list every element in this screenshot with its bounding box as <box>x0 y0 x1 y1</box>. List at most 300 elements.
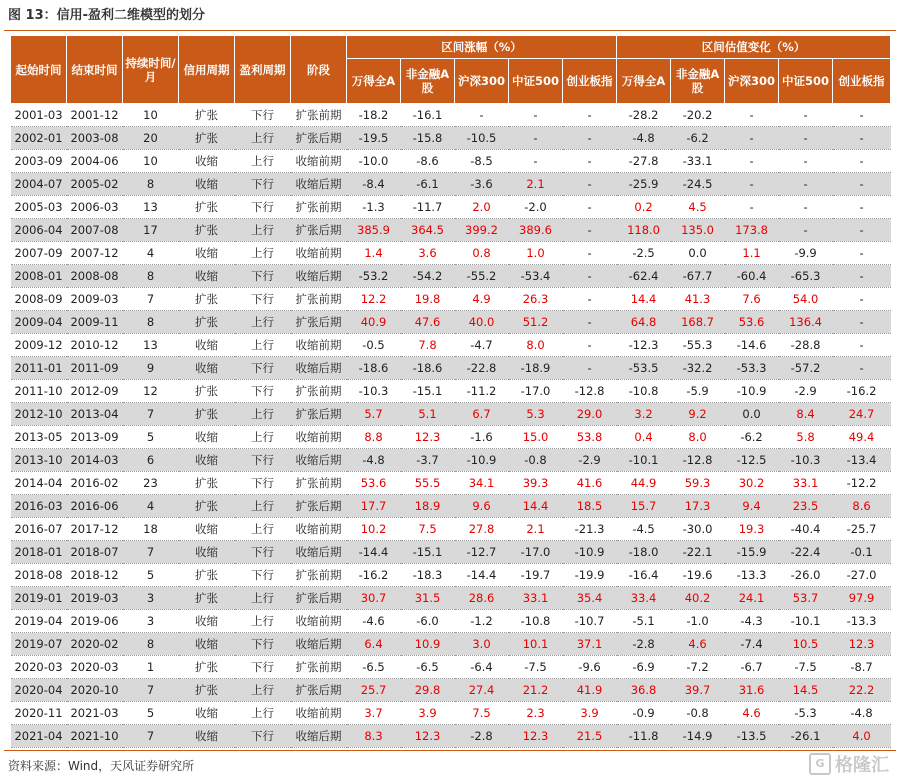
subheader-cell: 中证500 <box>779 59 833 104</box>
table-cell: 19.3 <box>725 518 779 541</box>
table-cell: - <box>833 288 891 311</box>
table-cell: 40.0 <box>455 311 509 334</box>
table-cell: - <box>833 173 891 196</box>
table-cell: -6.5 <box>347 656 401 679</box>
table-cell: 下行 <box>235 725 291 748</box>
table-cell: 下行 <box>235 380 291 403</box>
table-cell: 10.2 <box>347 518 401 541</box>
table-cell: -2.0 <box>509 196 563 219</box>
table-cell: 2011-01 <box>11 357 67 380</box>
table-cell: 4 <box>123 242 179 265</box>
table-cell: -4.7 <box>455 334 509 357</box>
table-cell: 2020-03 <box>11 656 67 679</box>
table-cell: -10.7 <box>563 610 617 633</box>
table-cell: 0.0 <box>725 403 779 426</box>
table-cell: 17.3 <box>671 495 725 518</box>
table-cell: 8.8 <box>347 426 401 449</box>
table-row <box>11 679 891 702</box>
table-cell: -6.0 <box>401 610 455 633</box>
table-cell: 49.4 <box>833 426 891 449</box>
table-cell: -6.2 <box>725 426 779 449</box>
table-cell: 27.8 <box>455 518 509 541</box>
table-cell: 2020-02 <box>67 633 123 656</box>
table-cell: 10.9 <box>401 633 455 656</box>
table-cell: 2005-02 <box>67 173 123 196</box>
table-cell: 30.2 <box>725 472 779 495</box>
table-cell: 39.7 <box>671 679 725 702</box>
table-cell: 2009-11 <box>67 311 123 334</box>
table-cell: 5 <box>123 702 179 725</box>
table-cell: -54.2 <box>401 265 455 288</box>
table-cell: 41.9 <box>563 679 617 702</box>
table-cell: -5.3 <box>779 702 833 725</box>
table-cell: 12.2 <box>347 288 401 311</box>
table-cell: 上行 <box>235 334 291 357</box>
table-cell: -6.5 <box>401 656 455 679</box>
table-cell: 扩张 <box>179 656 235 679</box>
subheader-cell: 万得全A <box>347 59 401 104</box>
table-cell: -13.5 <box>725 725 779 748</box>
table-cell: 扩张 <box>179 380 235 403</box>
table-cell: 收缩 <box>179 610 235 633</box>
table-cell: 扩张前期 <box>291 104 347 127</box>
table-cell: -15.1 <box>401 541 455 564</box>
table-cell: -0.1 <box>833 541 891 564</box>
table-cell: 上行 <box>235 679 291 702</box>
table-cell: 2012-09 <box>67 380 123 403</box>
table-cell: -10.8 <box>617 380 671 403</box>
table-cell: 2.1 <box>509 173 563 196</box>
table-cell: -16.1 <box>401 104 455 127</box>
table-cell: 4 <box>123 495 179 518</box>
table-cell: - <box>563 150 617 173</box>
table-row <box>11 702 891 725</box>
table-cell: - <box>563 173 617 196</box>
table-cell: 2011-10 <box>11 380 67 403</box>
table-cell: -32.2 <box>671 357 725 380</box>
table-cell: -6.4 <box>455 656 509 679</box>
table-cell: -1.3 <box>347 196 401 219</box>
table-cell: -0.9 <box>617 702 671 725</box>
table-cell: 2012-10 <box>11 403 67 426</box>
table-cell: 2011-09 <box>67 357 123 380</box>
table-cell: -10.1 <box>617 449 671 472</box>
table-cell: - <box>563 265 617 288</box>
table-cell: 2020-11 <box>11 702 67 725</box>
table-cell: 12.3 <box>509 725 563 748</box>
table-cell: - <box>833 311 891 334</box>
table-cell: -18.2 <box>347 104 401 127</box>
subheader-cell: 沪深300 <box>455 59 509 104</box>
table-cell: -14.4 <box>347 541 401 564</box>
table-cell: 0.8 <box>455 242 509 265</box>
table-cell: -6.1 <box>401 173 455 196</box>
table-cell: 收缩 <box>179 265 235 288</box>
table-cell: 29.0 <box>563 403 617 426</box>
table-cell: 7 <box>123 541 179 564</box>
table-cell: -10.9 <box>455 449 509 472</box>
table-cell: 下行 <box>235 265 291 288</box>
table-cell: 8.0 <box>509 334 563 357</box>
table-cell: 2018-01 <box>11 541 67 564</box>
table-cell: 18 <box>123 518 179 541</box>
table-cell: 上行 <box>235 587 291 610</box>
table-cell: 2020-10 <box>67 679 123 702</box>
table-cell: 12.3 <box>401 725 455 748</box>
table-cell: 2006-03 <box>67 196 123 219</box>
header-end: 结束时间 <box>67 36 123 104</box>
table-cell: 扩张前期 <box>291 196 347 219</box>
figure-title: 图 13：信用-盈利二维模型的划分 <box>8 8 206 23</box>
table-cell: 2003-08 <box>67 127 123 150</box>
table-cell: 2003-09 <box>11 150 67 173</box>
table-cell: -22.4 <box>779 541 833 564</box>
table-cell: -5.9 <box>671 380 725 403</box>
table-cell: -27.8 <box>617 150 671 173</box>
table-cell: 3.9 <box>401 702 455 725</box>
table-cell: -13.4 <box>833 449 891 472</box>
table-cell: 扩张前期 <box>291 380 347 403</box>
table-cell: - <box>833 104 891 127</box>
table-cell: 40.9 <box>347 311 401 334</box>
table-cell: -10.3 <box>779 449 833 472</box>
table-cell: 下行 <box>235 564 291 587</box>
table-cell: 8 <box>123 311 179 334</box>
table-cell: -55.2 <box>455 265 509 288</box>
table-cell: 33.1 <box>779 472 833 495</box>
table-cell: - <box>563 334 617 357</box>
table-cell: 33.1 <box>509 587 563 610</box>
table-cell: 2021-10 <box>67 725 123 748</box>
table-cell: -9.9 <box>779 242 833 265</box>
table-cell: 2008-01 <box>11 265 67 288</box>
table-cell: -14.6 <box>725 334 779 357</box>
table-cell: 下行 <box>235 472 291 495</box>
table-cell: 53.8 <box>563 426 617 449</box>
table-cell: 2021-04 <box>11 725 67 748</box>
header-duration: 持续时间/月 <box>123 36 179 104</box>
table-cell: 24.7 <box>833 403 891 426</box>
table-cell: -18.6 <box>347 357 401 380</box>
table-cell: -12.7 <box>455 541 509 564</box>
table-cell: 2017-12 <box>67 518 123 541</box>
table-cell: -19.6 <box>671 564 725 587</box>
table-cell: -16.2 <box>347 564 401 587</box>
table-cell: 7.5 <box>401 518 455 541</box>
table-cell: 2005-03 <box>11 196 67 219</box>
table-cell: 上行 <box>235 127 291 150</box>
table-cell: 2016-02 <box>67 472 123 495</box>
table-row <box>11 357 891 380</box>
table-cell: 上行 <box>235 495 291 518</box>
table-cell: 2004-07 <box>11 173 67 196</box>
table-cell: 27.4 <box>455 679 509 702</box>
table-cell: 55.5 <box>401 472 455 495</box>
table-row <box>11 587 891 610</box>
table-cell: 收缩 <box>179 357 235 380</box>
table-cell: -15.8 <box>401 127 455 150</box>
table-cell: -26.1 <box>779 725 833 748</box>
table-cell: - <box>725 127 779 150</box>
table-cell: -18.6 <box>401 357 455 380</box>
table-cell: 26.3 <box>509 288 563 311</box>
table-cell: -20.2 <box>671 104 725 127</box>
table-cell: -11.8 <box>617 725 671 748</box>
table-cell: -7.5 <box>779 656 833 679</box>
table-cell: 2008-08 <box>67 265 123 288</box>
header-row-1 <box>11 36 891 59</box>
table-cell: 5.1 <box>401 403 455 426</box>
table-cell: 扩张 <box>179 219 235 242</box>
table-cell: -9.6 <box>563 656 617 679</box>
table-cell: 8 <box>123 265 179 288</box>
table-cell: -0.8 <box>671 702 725 725</box>
table-cell: 扩张后期 <box>291 403 347 426</box>
table-cell: 扩张 <box>179 587 235 610</box>
table-cell: 5 <box>123 426 179 449</box>
table-cell: 17 <box>123 219 179 242</box>
table-cell: - <box>779 127 833 150</box>
header-group-return: 区间涨幅（%） <box>347 36 617 59</box>
table-cell: -12.2 <box>833 472 891 495</box>
table-cell: 6.7 <box>455 403 509 426</box>
table-cell: 收缩后期 <box>291 541 347 564</box>
table-cell: 3.9 <box>563 702 617 725</box>
table-cell: -16.4 <box>617 564 671 587</box>
table-cell: 下行 <box>235 196 291 219</box>
table-cell: 53.6 <box>725 311 779 334</box>
table-cell: 13 <box>123 196 179 219</box>
table-cell: 2016-03 <box>11 495 67 518</box>
table-cell: 12.3 <box>833 633 891 656</box>
table-cell: 10.5 <box>779 633 833 656</box>
table-row <box>11 564 891 587</box>
table-cell: - <box>563 127 617 150</box>
table-cell: 2002-01 <box>11 127 67 150</box>
table-cell: 上行 <box>235 610 291 633</box>
table-cell: 扩张 <box>179 127 235 150</box>
table-cell: -4.8 <box>347 449 401 472</box>
table-cell: 59.3 <box>671 472 725 495</box>
table-cell: 收缩后期 <box>291 173 347 196</box>
table-cell: 收缩后期 <box>291 357 347 380</box>
table-cell: 下行 <box>235 288 291 311</box>
table-cell: 3.6 <box>401 242 455 265</box>
table-cell: 28.6 <box>455 587 509 610</box>
table-cell: 2014-04 <box>11 472 67 495</box>
table-row <box>11 311 891 334</box>
table-row <box>11 541 891 564</box>
table-cell: 47.6 <box>401 311 455 334</box>
table-cell: 扩张后期 <box>291 679 347 702</box>
table-cell: -28.8 <box>779 334 833 357</box>
table-row <box>11 150 891 173</box>
table-cell: -10.0 <box>347 150 401 173</box>
table-cell: -55.3 <box>671 334 725 357</box>
table-cell: 30.7 <box>347 587 401 610</box>
table-row <box>11 656 891 679</box>
table-cell: -4.3 <box>725 610 779 633</box>
table-row <box>11 334 891 357</box>
table-cell: 3 <box>123 587 179 610</box>
table-cell: - <box>833 242 891 265</box>
table-cell: - <box>833 127 891 150</box>
table-cell: 41.3 <box>671 288 725 311</box>
table-cell: 64.8 <box>617 311 671 334</box>
table-cell: -7.4 <box>725 633 779 656</box>
table-cell: - <box>833 265 891 288</box>
table-cell: 9 <box>123 357 179 380</box>
table-cell: 8.4 <box>779 403 833 426</box>
subheader-cell: 非金融A股 <box>401 59 455 104</box>
table-cell: 上行 <box>235 426 291 449</box>
table-cell: -6.7 <box>725 656 779 679</box>
table-body <box>11 104 891 748</box>
table-cell: -10.3 <box>347 380 401 403</box>
table-cell: 收缩前期 <box>291 150 347 173</box>
table-row <box>11 610 891 633</box>
table-cell: 41.6 <box>563 472 617 495</box>
table-cell: 扩张前期 <box>291 656 347 679</box>
table-cell: -3.7 <box>401 449 455 472</box>
table-cell: - <box>563 196 617 219</box>
table-cell: 2001-03 <box>11 104 67 127</box>
table-cell: 24.1 <box>725 587 779 610</box>
table-cell: 下行 <box>235 633 291 656</box>
table-cell: - <box>509 127 563 150</box>
table-cell: - <box>833 334 891 357</box>
table-cell: -0.8 <box>509 449 563 472</box>
table-cell: 5.8 <box>779 426 833 449</box>
table-cell: 扩张 <box>179 472 235 495</box>
table-cell: 收缩 <box>179 334 235 357</box>
table-cell: -2.9 <box>563 449 617 472</box>
table-cell: - <box>725 104 779 127</box>
table-cell: -4.6 <box>347 610 401 633</box>
table-row <box>11 127 891 150</box>
table-cell: 21.5 <box>563 725 617 748</box>
table-cell: 下行 <box>235 656 291 679</box>
table-cell: 收缩前期 <box>291 610 347 633</box>
table-cell: 17.7 <box>347 495 401 518</box>
table-cell: -65.3 <box>779 265 833 288</box>
table-cell: 10 <box>123 150 179 173</box>
table-cell: 收缩前期 <box>291 518 347 541</box>
table-cell: 173.8 <box>725 219 779 242</box>
table-row <box>11 288 891 311</box>
table-cell: 扩张 <box>179 495 235 518</box>
table-cell: - <box>563 219 617 242</box>
table-cell: -26.0 <box>779 564 833 587</box>
table-cell: 扩张前期 <box>291 564 347 587</box>
table-cell: 扩张 <box>179 288 235 311</box>
table-cell: 收缩后期 <box>291 725 347 748</box>
table-cell: 14.5 <box>779 679 833 702</box>
table-cell: 收缩 <box>179 173 235 196</box>
table-cell: - <box>833 196 891 219</box>
table-cell: 扩张 <box>179 311 235 334</box>
table-cell: 收缩 <box>179 725 235 748</box>
table-cell: 6.4 <box>347 633 401 656</box>
table-cell: 2019-03 <box>67 587 123 610</box>
table-cell: 2018-12 <box>67 564 123 587</box>
table-cell: -10.9 <box>725 380 779 403</box>
table-cell: 下行 <box>235 104 291 127</box>
table-cell: - <box>779 150 833 173</box>
table-cell: 3.2 <box>617 403 671 426</box>
table-cell: -12.5 <box>725 449 779 472</box>
table-cell: 4.5 <box>671 196 725 219</box>
table-cell: - <box>563 242 617 265</box>
table-cell: 9.6 <box>455 495 509 518</box>
table-cell: 8.6 <box>833 495 891 518</box>
table-cell: 12.3 <box>401 426 455 449</box>
table-cell: 31.5 <box>401 587 455 610</box>
table-cell: -22.1 <box>671 541 725 564</box>
table-cell: -7.2 <box>671 656 725 679</box>
table-cell: 2001-12 <box>67 104 123 127</box>
table-cell: 收缩 <box>179 150 235 173</box>
table-cell: - <box>833 150 891 173</box>
table-cell: 5.3 <box>509 403 563 426</box>
table-cell: -17.0 <box>509 541 563 564</box>
table-cell: 29.8 <box>401 679 455 702</box>
table-cell: 9.2 <box>671 403 725 426</box>
table-cell: 8 <box>123 633 179 656</box>
table-cell: 2013-10 <box>11 449 67 472</box>
table-cell: 收缩 <box>179 633 235 656</box>
table-cell: 收缩 <box>179 518 235 541</box>
table-cell: 97.9 <box>833 587 891 610</box>
table-cell: -21.3 <box>563 518 617 541</box>
table-cell: -18.9 <box>509 357 563 380</box>
table-cell: -12.3 <box>617 334 671 357</box>
table-cell: -17.0 <box>509 380 563 403</box>
table-cell: -16.2 <box>833 380 891 403</box>
table-cell: 扩张 <box>179 196 235 219</box>
table-cell: 4.0 <box>833 725 891 748</box>
table-cell: 0.2 <box>617 196 671 219</box>
table-cell: 收缩前期 <box>291 242 347 265</box>
table-cell: 3.0 <box>455 633 509 656</box>
table-cell: -22.8 <box>455 357 509 380</box>
table-cell: 扩张后期 <box>291 495 347 518</box>
table-cell: 10 <box>123 104 179 127</box>
table-cell: 34.1 <box>455 472 509 495</box>
table-row <box>11 449 891 472</box>
table-row <box>11 173 891 196</box>
table-cell: 35.4 <box>563 587 617 610</box>
table-cell: 扩张后期 <box>291 311 347 334</box>
table-cell: 9.4 <box>725 495 779 518</box>
table-cell: 2004-06 <box>67 150 123 173</box>
table-cell: 7.5 <box>455 702 509 725</box>
table-cell: - <box>779 104 833 127</box>
table-cell: 12 <box>123 380 179 403</box>
table-cell: 3.7 <box>347 702 401 725</box>
table-cell: -18.3 <box>401 564 455 587</box>
table-cell: 3 <box>123 610 179 633</box>
table-cell: 4.9 <box>455 288 509 311</box>
table-cell: 2007-09 <box>11 242 67 265</box>
table-cell: -19.5 <box>347 127 401 150</box>
table-cell: - <box>563 104 617 127</box>
table-cell: 7 <box>123 679 179 702</box>
table-cell: 168.7 <box>671 311 725 334</box>
table-cell: 4.6 <box>671 633 725 656</box>
table-cell: - <box>725 173 779 196</box>
table-cell: -67.7 <box>671 265 725 288</box>
